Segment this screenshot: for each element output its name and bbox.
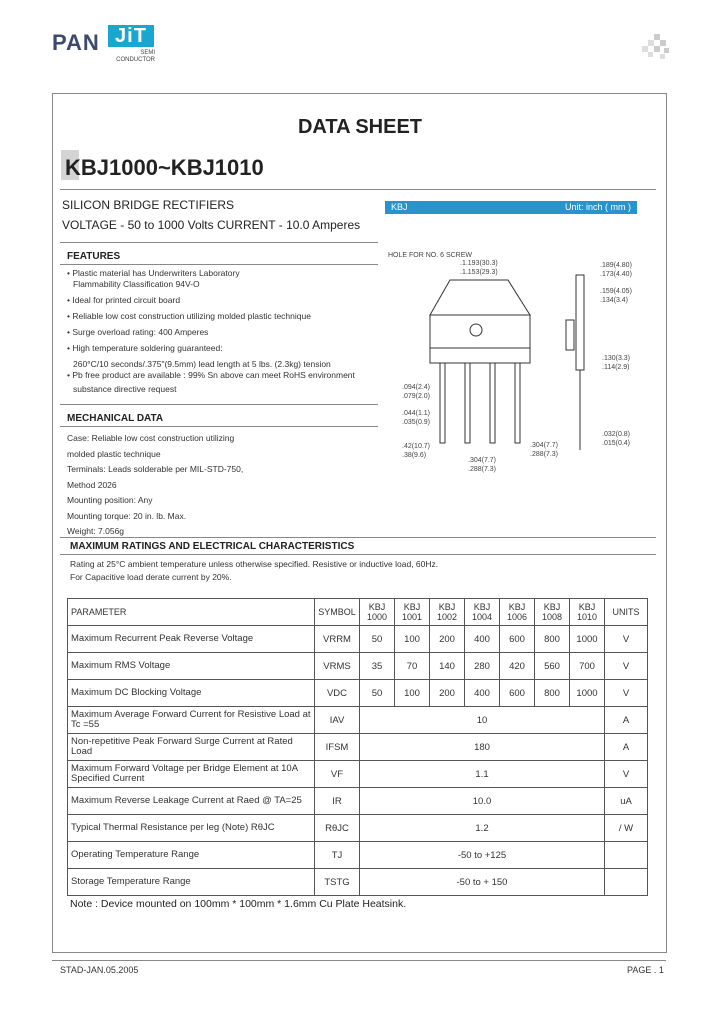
divider bbox=[60, 537, 656, 538]
divider bbox=[60, 554, 656, 555]
subtitle: SILICON BRIDGE RECTIFIERS bbox=[62, 198, 235, 212]
footer-page: PAGE . 1 bbox=[627, 965, 664, 975]
drawing-label: .032(0.8) bbox=[602, 431, 631, 438]
value-cell: 600 bbox=[500, 626, 535, 653]
features-list bbox=[67, 268, 367, 395]
footnote: Note : Device mounted on 100mm * 100mm * 1.6mm Cu Plate Heatsink. bbox=[70, 898, 407, 910]
divider bbox=[60, 426, 378, 427]
value-cell: 100 bbox=[395, 680, 430, 707]
header-cell: KBJ 1010 bbox=[570, 599, 605, 626]
value-cell: 50 bbox=[360, 680, 395, 707]
param-cell: Maximum DC Blocking Voltage bbox=[68, 680, 315, 707]
drawing-label: .044(1.1) bbox=[402, 410, 431, 417]
value-cell: 1.1 bbox=[360, 761, 605, 788]
drawing-label: .173(4.40) bbox=[600, 271, 632, 278]
drawing-label: .1.153(29.3) bbox=[460, 269, 498, 276]
ratings-table bbox=[67, 598, 648, 896]
feature-item: • Ideal for printed circuit board bbox=[67, 295, 181, 305]
drawing-label: .1.193(30.3) bbox=[460, 260, 498, 267]
unit-cell: V bbox=[605, 626, 648, 653]
mechanical-line: Case: Reliable low cost construction utilizing bbox=[67, 433, 235, 443]
drawing-label: .304(7.7) bbox=[530, 442, 559, 449]
logo-checker-icon bbox=[636, 34, 670, 60]
logo-jit-text: JiT bbox=[108, 25, 154, 47]
unit-cell: V bbox=[605, 653, 648, 680]
param-cell: Maximum Average Forward Current for Resistive Load at Tc =55 bbox=[68, 707, 315, 734]
param-cell: Storage Temperature Range bbox=[68, 869, 315, 896]
divider bbox=[52, 960, 666, 961]
param-cell: Maximum Forward Voltage per Bridge Element at 10A Specified Current bbox=[68, 761, 315, 788]
feature-item: • Reliable low cost construction utilizing molded plastic technique bbox=[67, 311, 311, 321]
divider bbox=[60, 189, 656, 190]
feature-item: substance directive request bbox=[73, 384, 177, 394]
value-cell: 560 bbox=[535, 653, 570, 680]
drawing-label: .189(4.80) bbox=[600, 262, 632, 269]
drawing-label: .079(2.0) bbox=[402, 393, 431, 400]
divider bbox=[60, 404, 378, 405]
symbol-cell: VRRM bbox=[315, 626, 360, 653]
feature-item: • Pb free product are available : 99% Sn above can meet RoHS environment bbox=[67, 370, 355, 380]
drawing-label: .304(7.7) bbox=[468, 457, 497, 464]
param-cell: Maximum Reverse Leakage Current at Raed @ TA=25 bbox=[68, 788, 315, 815]
value-cell: 200 bbox=[430, 680, 465, 707]
header-cell: KBJ 1000 bbox=[360, 599, 395, 626]
param-cell: Maximum RMS Voltage bbox=[68, 653, 315, 680]
value-cell: 10.0 bbox=[360, 788, 605, 815]
mechanical-line: molded plastic technique bbox=[67, 448, 161, 459]
table-row bbox=[68, 626, 648, 653]
value-cell: -50 to +125 bbox=[360, 842, 605, 869]
value-cell: 420 bbox=[500, 653, 535, 680]
unit-cell: / W bbox=[605, 815, 648, 842]
unit-cell: A bbox=[605, 734, 648, 761]
value-cell: 600 bbox=[500, 680, 535, 707]
drawing-label: .288(7.3) bbox=[468, 466, 497, 473]
drawing-label: .114(2.9) bbox=[602, 364, 630, 371]
unit-cell bbox=[605, 842, 648, 869]
header-cell: KBJ 1002 bbox=[430, 599, 465, 626]
features-heading: FEATURES bbox=[67, 251, 121, 262]
drawing-label: .42(10.7) bbox=[402, 443, 431, 450]
value-cell: 280 bbox=[465, 653, 500, 680]
symbol-cell: RθJC bbox=[315, 815, 360, 842]
header-cell: KBJ 1004 bbox=[465, 599, 500, 626]
table-row bbox=[68, 788, 648, 815]
logo-pan-text: PAN bbox=[52, 30, 100, 55]
drawing-label: .015(0.4) bbox=[602, 440, 631, 447]
rating-line: VOLTAGE - 50 to 1000 Volts CURRENT - 10.0 Amperes bbox=[62, 218, 361, 232]
mechanical-line: Mounting torque: 20 in. lb. Max. bbox=[67, 510, 187, 521]
part-number: KBJ1000~KBJ1010 bbox=[65, 155, 264, 180]
divider bbox=[60, 264, 378, 265]
symbol-cell: IFSM bbox=[315, 734, 360, 761]
value-cell: 700 bbox=[570, 653, 605, 680]
param-cell: Maximum Recurrent Peak Reverse Voltage bbox=[68, 626, 315, 653]
package-bar bbox=[385, 201, 637, 214]
value-cell: 800 bbox=[535, 680, 570, 707]
feature-item: 260°C/10 seconds/.375"(9.5mm) lead length at 5 lbs. (2.3kg) tension bbox=[73, 359, 331, 369]
header-cell: KBJ 1001 bbox=[395, 599, 430, 626]
table-row bbox=[68, 653, 648, 680]
symbol-cell: VDC bbox=[315, 680, 360, 707]
value-cell: 400 bbox=[465, 680, 500, 707]
symbol-cell: TJ bbox=[315, 842, 360, 869]
unit-cell bbox=[605, 869, 648, 896]
logo-subtitle: SEMI CONDUCTOR bbox=[116, 50, 155, 63]
mechanical-heading: MECHANICAL DATA bbox=[67, 413, 164, 424]
param-cell: Non-repetitive Peak Forward Surge Current at Rated Load bbox=[68, 734, 315, 761]
ratings-note: For Capacitive load derate current by 20%. bbox=[70, 572, 232, 582]
drawing-label: .159(4.05) bbox=[600, 288, 632, 295]
drawing-label: .130(3.3) bbox=[602, 355, 631, 362]
feature-item: Flammability Classification 94V-O bbox=[73, 279, 200, 289]
drawing-label: .288(7.3) bbox=[530, 451, 559, 458]
value-cell: 35 bbox=[360, 653, 395, 680]
drawing-label: .38(9.6) bbox=[402, 452, 427, 459]
unit-cell: uA bbox=[605, 788, 648, 815]
mechanical-line: Method 2026 bbox=[67, 479, 117, 490]
package-name: KBJ bbox=[391, 202, 408, 212]
footer-date: STAD-JAN.05.2005 bbox=[60, 965, 139, 975]
table-row bbox=[68, 680, 648, 707]
value-cell: 140 bbox=[430, 653, 465, 680]
table-row bbox=[68, 869, 648, 896]
param-cell: Typical Thermal Resistance per leg (Note) RθJC bbox=[68, 815, 315, 842]
table-row bbox=[68, 815, 648, 842]
table-row bbox=[68, 842, 648, 869]
table-row bbox=[68, 707, 648, 734]
drawing-label: .035(0.9) bbox=[402, 419, 431, 426]
symbol-cell: IAV bbox=[315, 707, 360, 734]
value-cell: 1000 bbox=[570, 626, 605, 653]
unit-cell: V bbox=[605, 761, 648, 788]
ratings-note: Rating at 25°C ambient temperature unless otherwise specified. Resistive or inductive load, 60Hz. bbox=[70, 559, 439, 569]
feature-item: • Surge overload rating: 400 Amperes bbox=[67, 327, 209, 337]
value-cell: 1.2 bbox=[360, 815, 605, 842]
symbol-cell: TSTG bbox=[315, 869, 360, 896]
page-title: DATA SHEET bbox=[297, 116, 423, 138]
value-cell: -50 to + 150 bbox=[360, 869, 605, 896]
param-cell: Operating Temperature Range bbox=[68, 842, 315, 869]
unit-label: Unit: inch ( mm ) bbox=[564, 202, 631, 212]
symbol-cell: VF bbox=[315, 761, 360, 788]
header-cell: KBJ 1006 bbox=[500, 599, 535, 626]
header-cell: KBJ 1008 bbox=[535, 599, 570, 626]
header-cell: SYMBOL bbox=[315, 599, 360, 626]
feature-item: • Plastic material has Underwriters Laboratory bbox=[67, 268, 240, 278]
value-cell: 100 bbox=[395, 626, 430, 653]
table-body bbox=[68, 626, 648, 896]
table-row bbox=[68, 734, 648, 761]
table-header-row bbox=[68, 599, 648, 626]
value-cell: 400 bbox=[465, 626, 500, 653]
value-cell: 70 bbox=[395, 653, 430, 680]
unit-cell: A bbox=[605, 707, 648, 734]
drawing-label: .094(2.4) bbox=[402, 384, 431, 391]
feature-item: • High temperature soldering guaranteed: bbox=[67, 343, 223, 353]
mechanical-line: Weight: 7.056g bbox=[67, 526, 125, 536]
value-cell: 10 bbox=[360, 707, 605, 734]
symbol-cell: IR bbox=[315, 788, 360, 815]
mechanical-line: Terminals: Leads solderable per MIL-STD-750, bbox=[67, 464, 244, 474]
symbol-cell: VRMS bbox=[315, 653, 360, 680]
value-cell: 800 bbox=[535, 626, 570, 653]
ratings-heading: MAXIMUM RATINGS AND ELECTRICAL CHARACTERISTICS bbox=[70, 541, 355, 552]
header-cell: UNITS bbox=[605, 599, 648, 626]
value-cell: 180 bbox=[360, 734, 605, 761]
value-cell: 50 bbox=[360, 626, 395, 653]
unit-cell: V bbox=[605, 680, 648, 707]
table-row bbox=[68, 761, 648, 788]
drawing-label: .134(3.4) bbox=[600, 297, 629, 304]
value-cell: 200 bbox=[430, 626, 465, 653]
drawing-label: HOLE FOR NO. 6 SCREW bbox=[388, 252, 473, 259]
mechanical-line: Mounting position: Any bbox=[67, 495, 153, 505]
value-cell: 1000 bbox=[570, 680, 605, 707]
drawing-labels bbox=[380, 250, 650, 490]
header-cell: PARAMETER bbox=[68, 599, 315, 626]
divider bbox=[60, 242, 378, 243]
mechanical-list bbox=[67, 431, 367, 540]
